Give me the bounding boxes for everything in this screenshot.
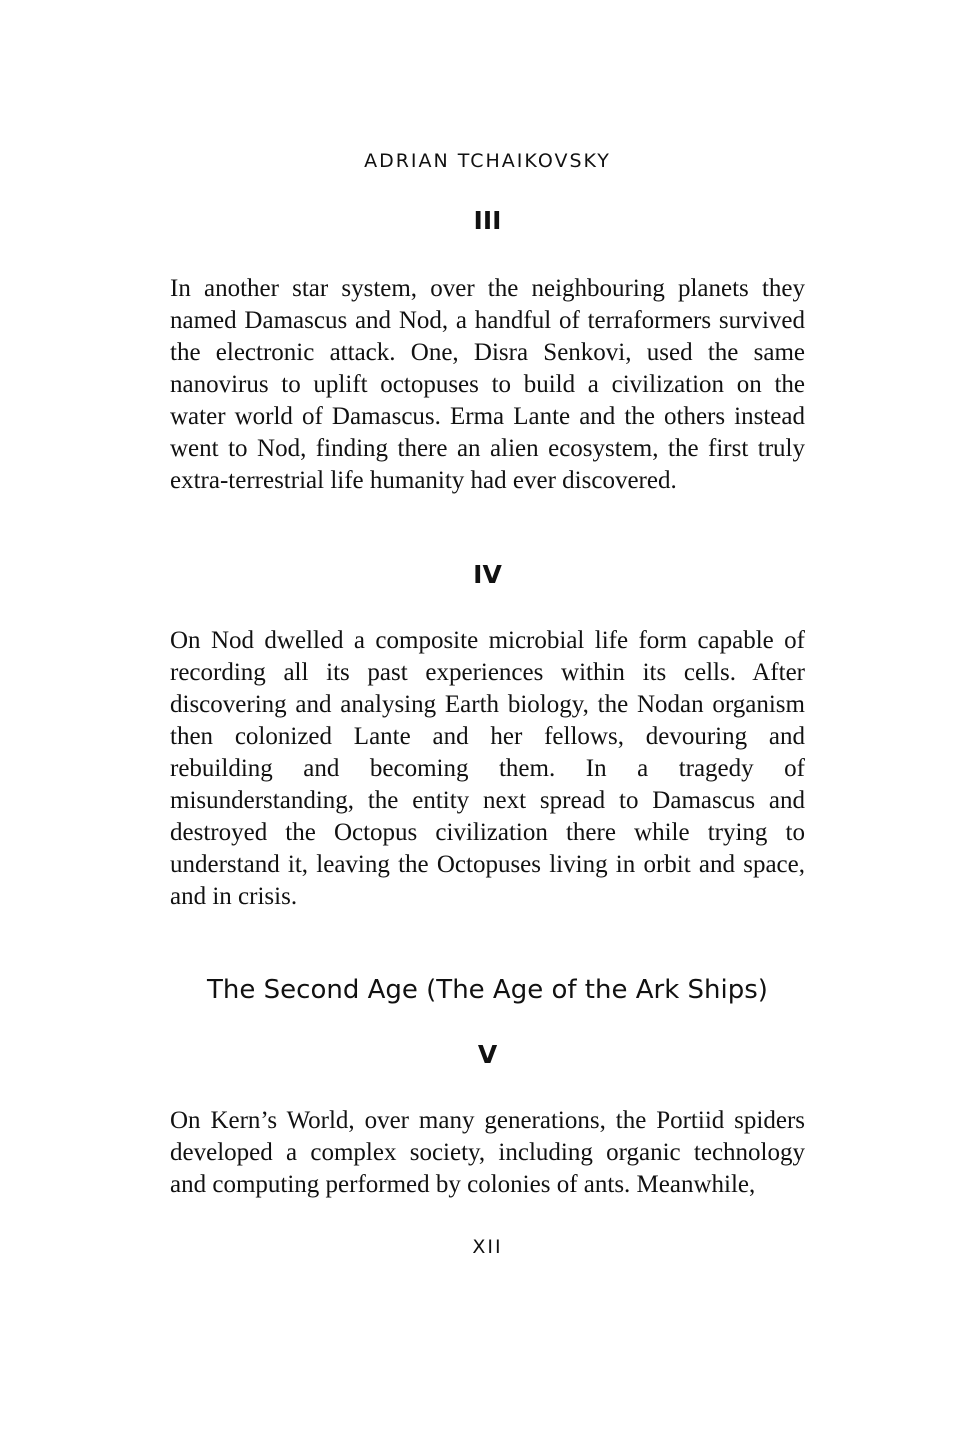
section-numeral-iv: IV	[473, 560, 502, 589]
age-heading: The Second Age (The Age of the Ark Ships)	[207, 975, 768, 1005]
page-number: XII	[472, 1236, 503, 1258]
running-head-author: ADRIAN TCHAIKOVSKY	[364, 150, 611, 172]
paragraph-section-iv: On Nod dwelled a composite microbial life form capable of recording all its past experiences within its cells. After discovering and analysing Earth biology, the Nodan organism then colonized Lante and her fellows, devouring and rebuilding and becoming them. In a tragedy of misunderstanding, the entity next spread to Damascus and destroyed the Octopus civilization there while trying to understand it, leaving the Octopuses living in orbit and space, and in crisis.	[170, 627, 805, 910]
section-numeral-v: V	[477, 1040, 498, 1069]
section-numeral-iii: III	[473, 206, 502, 235]
paragraph-section-v: On Kern’s World, over many generations, the Portiid spiders developed a complex society, including organic technology and computing performed by colonies of ants. Meanwhile,	[170, 1107, 805, 1198]
paragraph-section-iii: In another star system, over the neighbouring planets they named Damascus and Nod, a handful of terraformers survived the electronic attack. One, Disra Senkovi, used the same nanovirus to uplift octopuses to build a civilization on the water world of Damascus. Erma Lante and the others instead went to Nod, finding there an alien ecosystem, the first truly extra-terrestrial life humanity had ever discovered.	[170, 275, 805, 494]
